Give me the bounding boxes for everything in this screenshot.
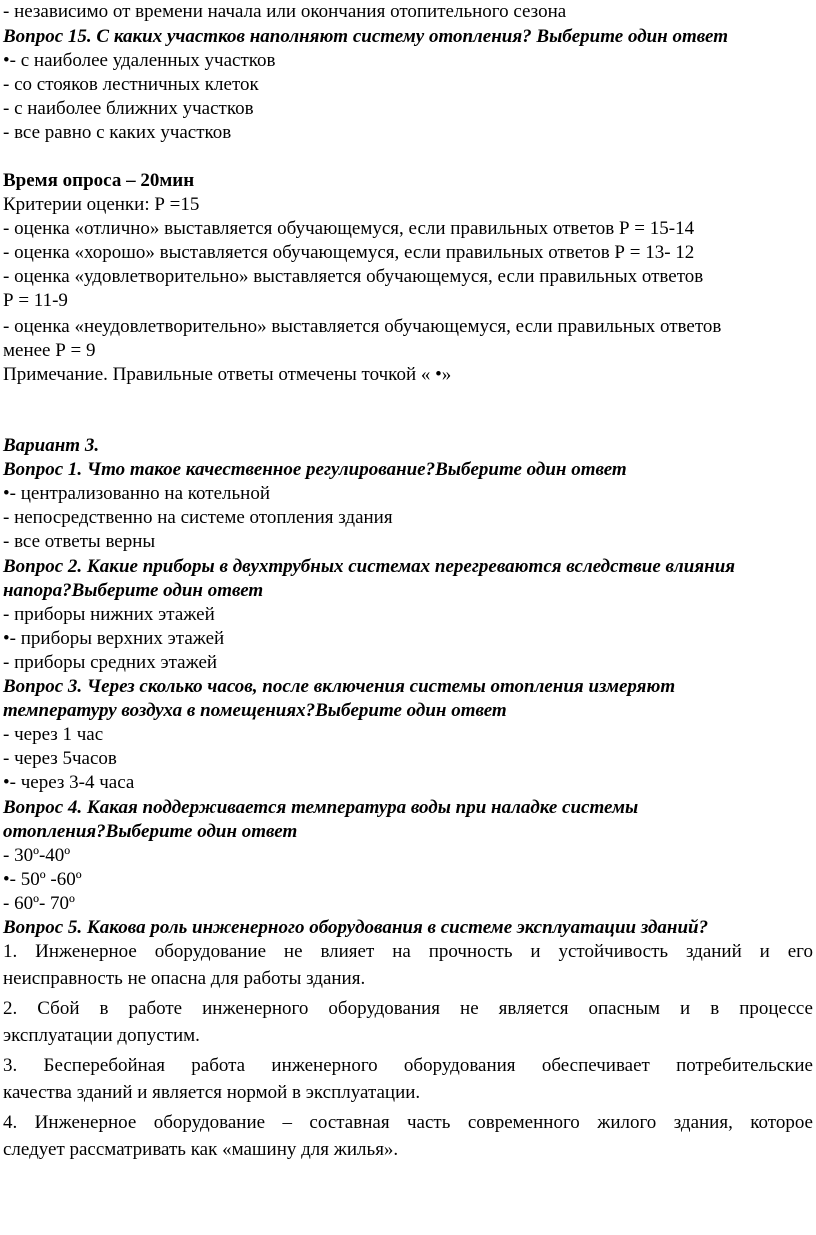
answer-paragraph-line: следует рассматривать как «машину для жилья». xyxy=(3,1139,399,1160)
criteria-excellent: - оценка «отлично» выставляется обучающемуся, если правильных ответов Р = 15-14 xyxy=(3,218,695,239)
criteria-satisfactory-cont: Р = 11-9 xyxy=(3,290,68,311)
answer-option: - непосредственно на системе отопления здания xyxy=(3,507,393,528)
answer-option: - все ответы верны xyxy=(3,531,156,552)
answer-paragraph-line: 4. Инженерное оборудование – составная часть современного жилого здания, которое xyxy=(3,1112,813,1133)
answer-option: - 30º-40º xyxy=(3,845,71,866)
answer-option: - 60º- 70º xyxy=(3,893,75,914)
question-1-title: Вопрос 1. Что такое качественное регулирование?Выберите один ответ xyxy=(3,459,627,480)
answer-paragraph-line: качества зданий и является нормой в эксплуатации. xyxy=(3,1082,421,1103)
question-15-title: Вопрос 15. С каких участков наполняют систему отопления? Выберите один ответ xyxy=(3,26,728,47)
variant-heading: Вариант 3. xyxy=(3,435,100,456)
criteria-note: Примечание. Правильные ответы отмечены точкой « •» xyxy=(3,364,452,385)
answer-paragraph-line: неисправность не опасна для работы здания. xyxy=(3,968,366,989)
question-5-title: Вопрос 5. Какова роль инженерного оборудования в системе эксплуатации зданий? xyxy=(3,917,709,938)
answer-paragraph-line: эксплуатации допустим. xyxy=(3,1025,200,1046)
answer-option: - через 5часов xyxy=(3,748,117,769)
question-4-title: Вопрос 4. Какая поддерживается температура воды при наладке системы xyxy=(3,797,639,818)
question-3-title: Вопрос 3. Через сколько часов, после включения системы отопления измеряют xyxy=(3,676,676,697)
question-4-title-cont: отопления?Выберите один ответ xyxy=(3,821,298,842)
answer-option: •- с наиболее удаленных участков xyxy=(3,50,276,71)
criteria-unsatisfactory: - оценка «неудовлетворительно» выставляется обучающемуся, если правильных ответов xyxy=(3,316,722,337)
question-3-title-cont: температуру воздуха в помещениях?Выберите один ответ xyxy=(3,700,507,721)
answer-option: - с наиболее ближних участков xyxy=(3,98,254,119)
criteria-satisfactory: - оценка «удовлетворительно» выставляется обучающемуся, если правильных ответов xyxy=(3,266,704,287)
question-2-title-cont: напора?Выберите один ответ xyxy=(3,580,264,601)
answer-paragraph-line: 1. Инженерное оборудование не влияет на прочность и устойчивость зданий и его xyxy=(3,941,813,962)
answer-option: - приборы средних этажей xyxy=(3,652,218,673)
question-2-title: Вопрос 2. Какие приборы в двухтрубных системах перегреваются вследствие влияния xyxy=(3,556,736,577)
criteria-unsatisfactory-cont: менее Р = 9 xyxy=(3,340,96,361)
answer-option: - со стояков лестничных клеток xyxy=(3,74,259,95)
text-line: - независимо от времени начала или окончания отопительного сезона xyxy=(3,1,567,22)
criteria-header: Критерии оценки: Р =15 xyxy=(3,194,200,215)
time-heading: Время опроса – 20мин xyxy=(3,170,195,191)
answer-option: - через 1 час xyxy=(3,724,104,745)
answer-option: •- централизованно на котельной xyxy=(3,483,271,504)
answer-option: •- 50º -60º xyxy=(3,869,82,890)
answer-option: - все равно с каких участков xyxy=(3,122,232,143)
answer-option: - приборы нижних этажей xyxy=(3,604,215,625)
answer-option: •- приборы верхних этажей xyxy=(3,628,225,649)
criteria-good: - оценка «хорошо» выставляется обучающемуся, если правильных ответов Р = 13- 12 xyxy=(3,242,695,263)
answer-paragraph-line: 2. Сбой в работе инженерного оборудования не является опасным и в процессе xyxy=(3,998,813,1019)
answer-option: •- через 3-4 часа xyxy=(3,772,135,793)
answer-paragraph-line: 3. Бесперебойная работа инженерного оборудования обеспечивает потребительские xyxy=(3,1055,813,1076)
